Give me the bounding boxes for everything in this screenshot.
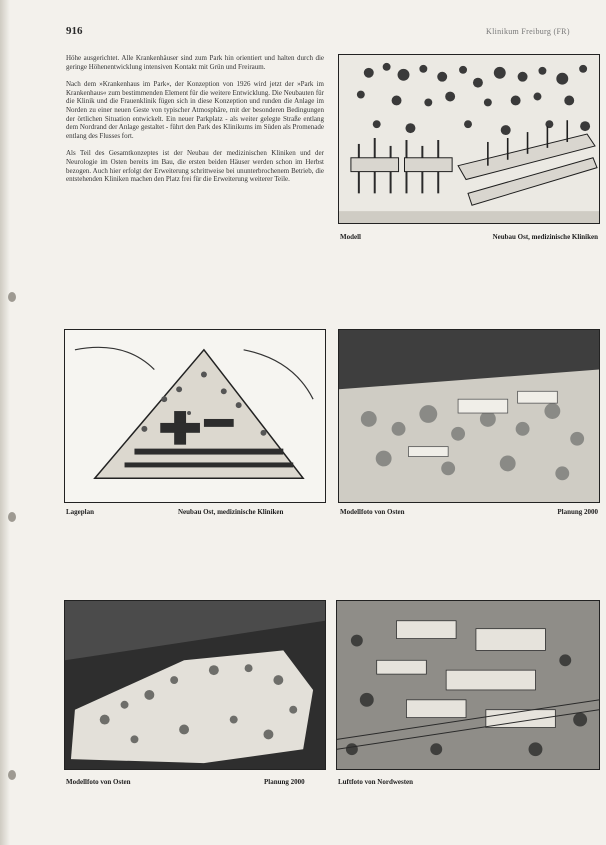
aerial-photo-figure: [336, 600, 600, 770]
model-photo-figure-2: [64, 600, 326, 770]
model-photo-image: [339, 330, 599, 502]
body-text: [66, 54, 324, 193]
figure-caption-left: Modellfoto von Osten: [66, 778, 131, 786]
running-head: Klinikum Freiburg (FR): [486, 27, 570, 36]
page-number: 916: [66, 25, 83, 37]
binder-hole: [8, 770, 16, 780]
figure-caption-right: Planung 2000: [264, 778, 305, 786]
figure-caption-right: Planung 2000: [557, 508, 598, 516]
model-photo-image-2: [65, 601, 325, 769]
paragraph: Nach dem »Krankenhaus im Park«, der Konzeption von 1926 wird jetzt der »Park im Krankenhaus« zum bestimmenden Element für die weitere Entwicklung. Die Neubauten für die Klinik und die Frauenklinik fügen sich in diese Konzeption und runden die Anlage im Norden zu einer neuen Geste von typischer Atmosphäre, mit der besonderen Bedingungen der örtlichen Situation entwickelt. Ein neuer Parkplatz - als weiter gelegte Straße entlang dem Nordrand der Anlage gestaltet - führt den Park des Klinikums im Süden als Promenade entlang des Flusses fort.: [66, 80, 324, 140]
binder-hole: [8, 292, 16, 302]
paragraph: Als Teil des Gesamtkonzeptes ist der Neubau der medizinischen Kliniken und der Neurologie im Osten bereits im Bau, die ersten beiden Häuser werden schon im Herbst bezogen. Auch hier erfolgt der Erweiterung schrittweise bei ununterbrochenem Betrieb, die entstehenden Kliniken machen den Platz frei für die Erweiterung weiterer Teile.: [66, 149, 324, 184]
model-image: [339, 55, 599, 223]
site-plan-figure: [64, 329, 326, 503]
binder-hole: [8, 512, 16, 522]
figure-caption-left: Luftfoto von Nordwesten: [338, 778, 414, 786]
paragraph: Höhe ausgerichtet. Alle Krankenhäuser sind zum Park hin orientiert und halten durch die geringe Höhenentwicklung intensiven Kontakt mit Grün und Freiraum.: [66, 54, 324, 71]
figure-caption-left: Lageplan: [66, 508, 95, 516]
model-photo-figure: [338, 329, 600, 503]
site-plan-image: [65, 330, 325, 502]
figure-caption-right: Neubau Ost, medizinische Kliniken: [492, 233, 598, 241]
model-figure: [338, 54, 600, 224]
figure-caption-left: Modellfoto von Osten: [340, 508, 405, 516]
page-edge: [0, 0, 10, 845]
aerial-photo-image: [337, 601, 599, 769]
figure-caption-right: Neubau Ost, medizinische Kliniken: [178, 508, 284, 516]
figure-caption-left: Modell: [340, 233, 361, 241]
